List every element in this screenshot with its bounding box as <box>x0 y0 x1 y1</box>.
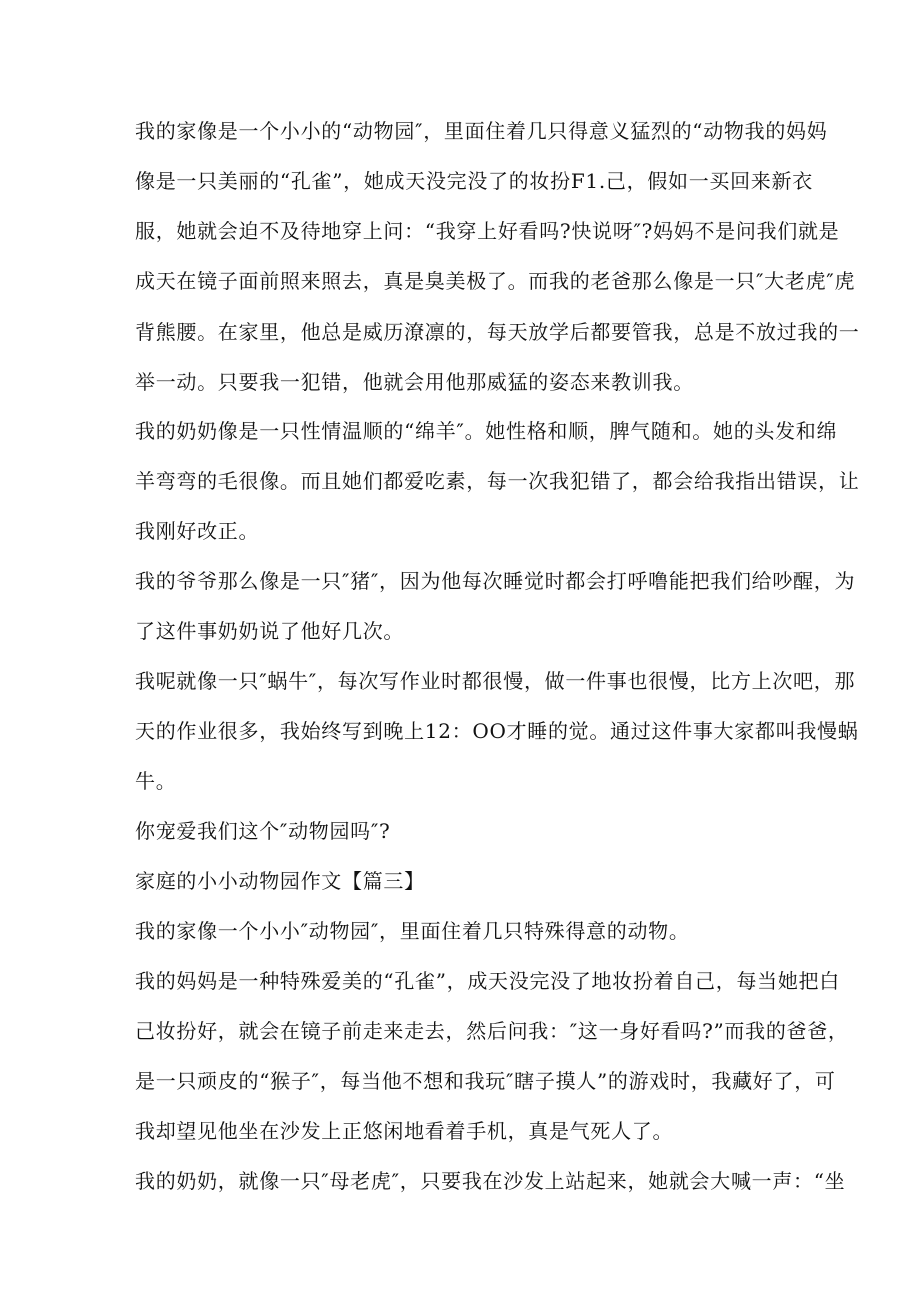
text-line: 我的家像一个小小″动物园″，里面住着几只特殊得意的动物。 <box>135 919 690 943</box>
text-line: 天的作业很多，我始终写到晚上12：OO才睡的觉。通过这件事大家都叫我慢蜗 <box>135 719 859 743</box>
text-line: 我刚好改正。 <box>135 519 260 543</box>
text-line: 我的奶奶像是一只性情温顺的“绵羊″。她性格和顺，脾气随和。她的头发和绵 <box>135 419 838 443</box>
text-line: 我的家像是一个小小的“动物园″，里面住着几只得意义猛烈的“动物我的妈妈 <box>135 119 828 143</box>
section-heading: 家庭的小小动物园作文【篇三】 <box>135 869 425 893</box>
text-line: 我的妈妈是一种特殊爱美的“孔雀”，成天没完没了地妆扮着自己，每当她把白 <box>135 969 840 993</box>
text-line: 举一动。只要我一犯错，他就会用他那威猛的姿态来教训我。 <box>135 370 694 394</box>
text-line: 我呢就像一只″蜗牛″，每次写作业时都很慢，做一件事也很慢，比方上次吧，那 <box>135 669 856 693</box>
text-line: 己妆扮好，就会在镜子前走来走去，然后问我：″这一身好看吗?”而我的爸爸， <box>135 1019 849 1043</box>
text-line: 了这件事奶奶说了他好几次。 <box>135 619 405 643</box>
text-line: 你宠爱我们这个″动物园吗″? <box>135 819 391 843</box>
text-line: 我的奶奶，就像一只″母老虎″，只要我在沙发上站起来，她就会大喊一声：“坐 <box>135 1169 846 1193</box>
text-line: 我的爷爷那么像是一只″猪″，因为他每次睡觉时都会打呼噜能把我们给吵醒，为 <box>135 569 856 593</box>
text-line: 背熊腰。在家里，他总是威历潦凛的，每天放学后都要管我，总是不放过我的一 <box>135 320 860 344</box>
text-line: 服，她就会迫不及待地穿上问：“我穿上好看吗?快说呀″?妈妈不是问我们就是 <box>135 219 840 243</box>
text-line: 牛。 <box>135 769 177 793</box>
text-line: 成天在镜子面前照来照去，真是臭美极了。而我的老爸那么像是一只″大老虎″虎 <box>135 269 856 293</box>
text-line: 是一只顽皮的“猴子″，每当他不想和我玩″瞎子摸人”的游戏时，我藏好了，可 <box>135 1069 836 1093</box>
text-line: 我却望见他坐在沙发上正悠闲地看着手机，真是气死人了。 <box>135 1119 674 1143</box>
text-line: 像是一只美丽的“孔雀”，她成天没完没了的妆扮F1.己，假如一买回来新衣 <box>135 169 813 193</box>
text-line: 羊弯弯的毛很像。而且她们都爱吃素，每一次我犯错了，都会给我指出错误，让 <box>135 469 860 493</box>
